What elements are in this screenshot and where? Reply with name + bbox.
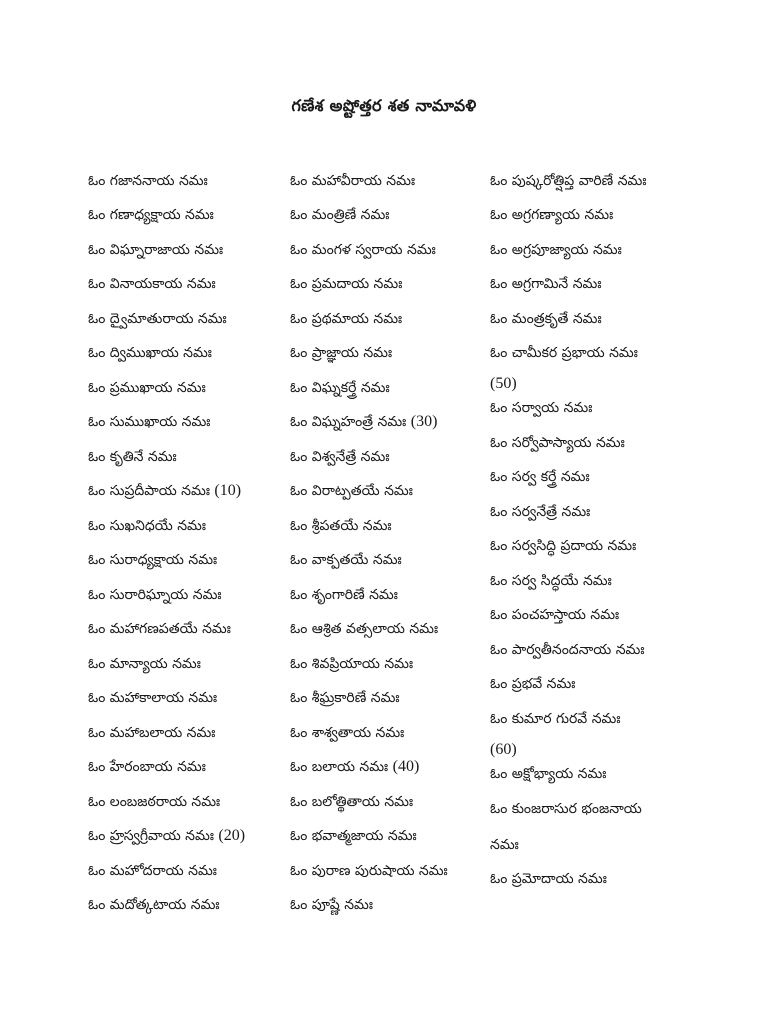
name-text: ఓం మంత్రిణే నమః — [290, 207, 390, 223]
name-line — [88, 756, 206, 778]
name-text: ఓం అగ్రపూజ్యాయ నమః — [490, 242, 622, 258]
name-line — [290, 653, 413, 675]
name-text: ఓం పంచహస్తాయ నమః — [490, 607, 620, 623]
name-line — [490, 397, 592, 419]
name-line — [490, 570, 612, 592]
name-line — [290, 687, 400, 709]
name-line — [88, 446, 177, 468]
name-line — [88, 687, 217, 709]
name-line — [290, 273, 402, 295]
name-text: ఓం పార్వతీనందనాయ నమః — [490, 642, 645, 658]
name-line — [290, 894, 373, 916]
name-text: ఓం గణాధ్యక్షాయ నమః — [88, 207, 214, 223]
count-marker: (10) — [214, 482, 242, 499]
name-text: నమః — [490, 837, 519, 853]
name-text: ఓం ద్వైమాతురాయ నమః — [88, 311, 227, 327]
name-text: ఓం వినాయకాయ నమః — [88, 276, 216, 292]
name-text: ఓం వాక్పతయే నమః — [290, 552, 402, 568]
name-text: ఓం ప్రముఖాయ నమః — [88, 380, 206, 396]
name-text: ఓం ద్విముఖాయ నమః — [88, 345, 212, 361]
name-text: ఓం ప్రాజ్ఞాయ నమః — [290, 345, 393, 361]
name-line — [88, 170, 208, 192]
name-line — [490, 342, 638, 364]
name-line — [88, 791, 220, 813]
name-line — [490, 204, 613, 226]
name-line — [88, 515, 206, 537]
name-line — [290, 584, 398, 606]
name-text: ఓం కుంజరాసుర భంజనాయ — [490, 801, 642, 817]
name-line — [290, 825, 417, 847]
name-line — [490, 466, 590, 488]
name-line — [290, 446, 389, 468]
name-line — [290, 618, 438, 640]
name-line — [88, 204, 214, 226]
name-line — [490, 373, 517, 395]
name-line — [88, 411, 210, 433]
name-text: ఓం శ్రీపతయే నమః — [290, 518, 392, 534]
name-text: ఓం పుష్కరోత్షిప్త వారిణే నమః — [490, 173, 647, 189]
count-marker: (30) — [410, 413, 438, 430]
name-text: ఓం అగ్రగణ్యాయ నమః — [490, 207, 614, 223]
name-line — [490, 673, 575, 695]
name-line — [490, 273, 601, 295]
name-text: ఓం విఘ్నారాజాయ నమః — [88, 242, 224, 258]
name-line — [290, 480, 413, 502]
name-text: ఓం ప్రథమాయ నమః — [290, 311, 403, 327]
name-text: ఓం అగ్రగామినే నమః — [490, 276, 602, 292]
name-text: ఓం మహాగణపతయే నమః — [88, 621, 231, 637]
name-text: ఓం ప్రమోదాయ నమః — [490, 871, 607, 887]
name-line — [490, 763, 606, 785]
name-line — [290, 722, 404, 744]
name-line — [490, 798, 642, 820]
name-text: ఓం సురాధ్యక్షాయ నమః — [88, 552, 218, 568]
name-text: ఓం సర్వోపాస్యాయ నమః — [490, 435, 625, 451]
name-line — [88, 273, 216, 295]
name-line — [290, 411, 437, 433]
count-marker: (60) — [490, 741, 517, 758]
count-marker: (40) — [392, 758, 420, 775]
name-line — [290, 170, 415, 192]
name-line — [490, 604, 619, 626]
name-line — [88, 239, 223, 261]
name-line — [290, 377, 390, 399]
name-text: ఓం మంత్రకృతే నమః — [490, 311, 602, 327]
name-text: ఓం మహాబలాయ నమః — [88, 725, 216, 741]
name-line — [290, 308, 402, 330]
name-line — [490, 739, 517, 761]
name-text: ఓం కృతినే నమః — [88, 449, 177, 465]
name-text: ఓం లంబజఠరాయ నమః — [88, 794, 221, 810]
name-line — [88, 653, 201, 675]
name-text: ఓం విశ్వనేత్రే నమః — [290, 449, 390, 465]
name-text: ఓం శీఘ్రకారిణే నమః — [290, 690, 400, 706]
name-text: ఓం ఆశ్రిత వత్సలాయ నమః — [290, 621, 439, 637]
name-line — [490, 432, 625, 454]
name-text: ఓం గజాననాయ నమః — [88, 173, 208, 189]
name-line — [290, 860, 448, 882]
name-line — [88, 342, 212, 364]
name-line — [490, 535, 636, 557]
name-line — [290, 549, 402, 571]
name-text: ఓం బలాయ నమః — [290, 759, 389, 775]
name-line — [290, 791, 413, 813]
name-text: ఓం శాశ్వతాయ నమః — [290, 725, 405, 741]
name-text: ఓం మదోత్కటాయ నమః — [88, 897, 220, 913]
name-text: ఓం విఘ్నకర్త్రే నమః — [290, 380, 390, 396]
name-line — [490, 708, 621, 730]
name-line — [88, 480, 241, 502]
name-line — [88, 860, 217, 882]
page-title: గణేశ అష్టోత్తర శత నామావళి — [291, 96, 477, 115]
name-line — [88, 377, 206, 399]
name-line — [490, 868, 607, 890]
name-text: ఓం ప్రమదాయ నమః — [290, 276, 403, 292]
name-text: ఓం మహావీరాయ నమః — [290, 173, 416, 189]
name-text: ఓం మహోదరాయ నమః — [88, 863, 217, 879]
name-line — [490, 834, 519, 856]
name-text: ఓం భవాత్మజాయ నమః — [290, 828, 417, 844]
name-line — [290, 515, 392, 537]
name-text: ఓం సర్వసిద్ధి ప్రదాయ నమః — [490, 538, 637, 554]
name-text: ఓం బలోత్థితాయ నమః — [290, 794, 414, 810]
count-marker: (50) — [490, 375, 517, 392]
name-text: ఓం విఘ్నహంత్రే నమః — [290, 414, 407, 430]
name-text: ఓం సుఖనిధయే నమః — [88, 518, 206, 534]
name-text: ఓం మహాకాలాయ నమః — [88, 690, 218, 706]
name-text: ఓం హేరంబాయ నమః — [88, 759, 206, 775]
name-text: ఓం సర్వాయ నమః — [490, 400, 593, 416]
name-text: ఓం సురారిఘ్నాయ నమః — [88, 587, 222, 603]
name-text: ఓం కుమార గురవే నమః — [490, 711, 621, 727]
name-text: ఓం సుప్రదీపాయ నమః — [88, 483, 210, 499]
name-text: ఓం మంగళ స్వరాయ నమః — [290, 242, 436, 258]
name-text: ఓం సర్వనేత్రే నమః — [490, 504, 591, 520]
name-text: ఓం ప్రభవే నమః — [490, 676, 576, 692]
name-text: ఓం శృంగారిణే నమః — [290, 587, 398, 603]
name-line — [88, 549, 217, 571]
name-text: ఓం చామీకర ప్రభాయ నమః — [490, 345, 638, 361]
name-text: ఓం శివప్రియాయ నమః — [290, 656, 414, 672]
name-line — [88, 618, 231, 640]
name-line — [88, 722, 215, 744]
name-line — [290, 756, 419, 778]
name-line — [88, 308, 227, 330]
name-line — [88, 825, 245, 847]
name-text: ఓం పురాణ పురుషాయ నమః — [290, 863, 448, 879]
name-line — [490, 239, 622, 261]
name-line — [290, 239, 436, 261]
name-line — [490, 308, 602, 330]
name-line — [490, 639, 644, 661]
name-text: ఓం హ్రస్వగ్రీవాయ నమః — [88, 828, 214, 844]
name-line — [290, 204, 389, 226]
name-text: ఓం మాన్యాయ నమః — [88, 656, 201, 672]
name-line — [290, 342, 392, 364]
name-text: ఓం అక్షోభ్యాయ నమః — [490, 766, 607, 782]
name-text: ఓం సర్వ సిద్ధయే నమః — [490, 573, 612, 589]
name-text: ఓం విరాట్పతయే నమః — [290, 483, 413, 499]
count-marker: (20) — [218, 827, 246, 844]
name-text: ఓం సర్వ కర్త్రే నమః — [490, 469, 590, 485]
name-text: ఓం సుముఖాయ నమః — [88, 414, 211, 430]
name-line — [88, 584, 222, 606]
name-line — [490, 501, 590, 523]
name-text: ఓం పూష్ణే నమః — [290, 897, 373, 913]
name-line — [490, 170, 646, 192]
name-line — [88, 894, 220, 916]
